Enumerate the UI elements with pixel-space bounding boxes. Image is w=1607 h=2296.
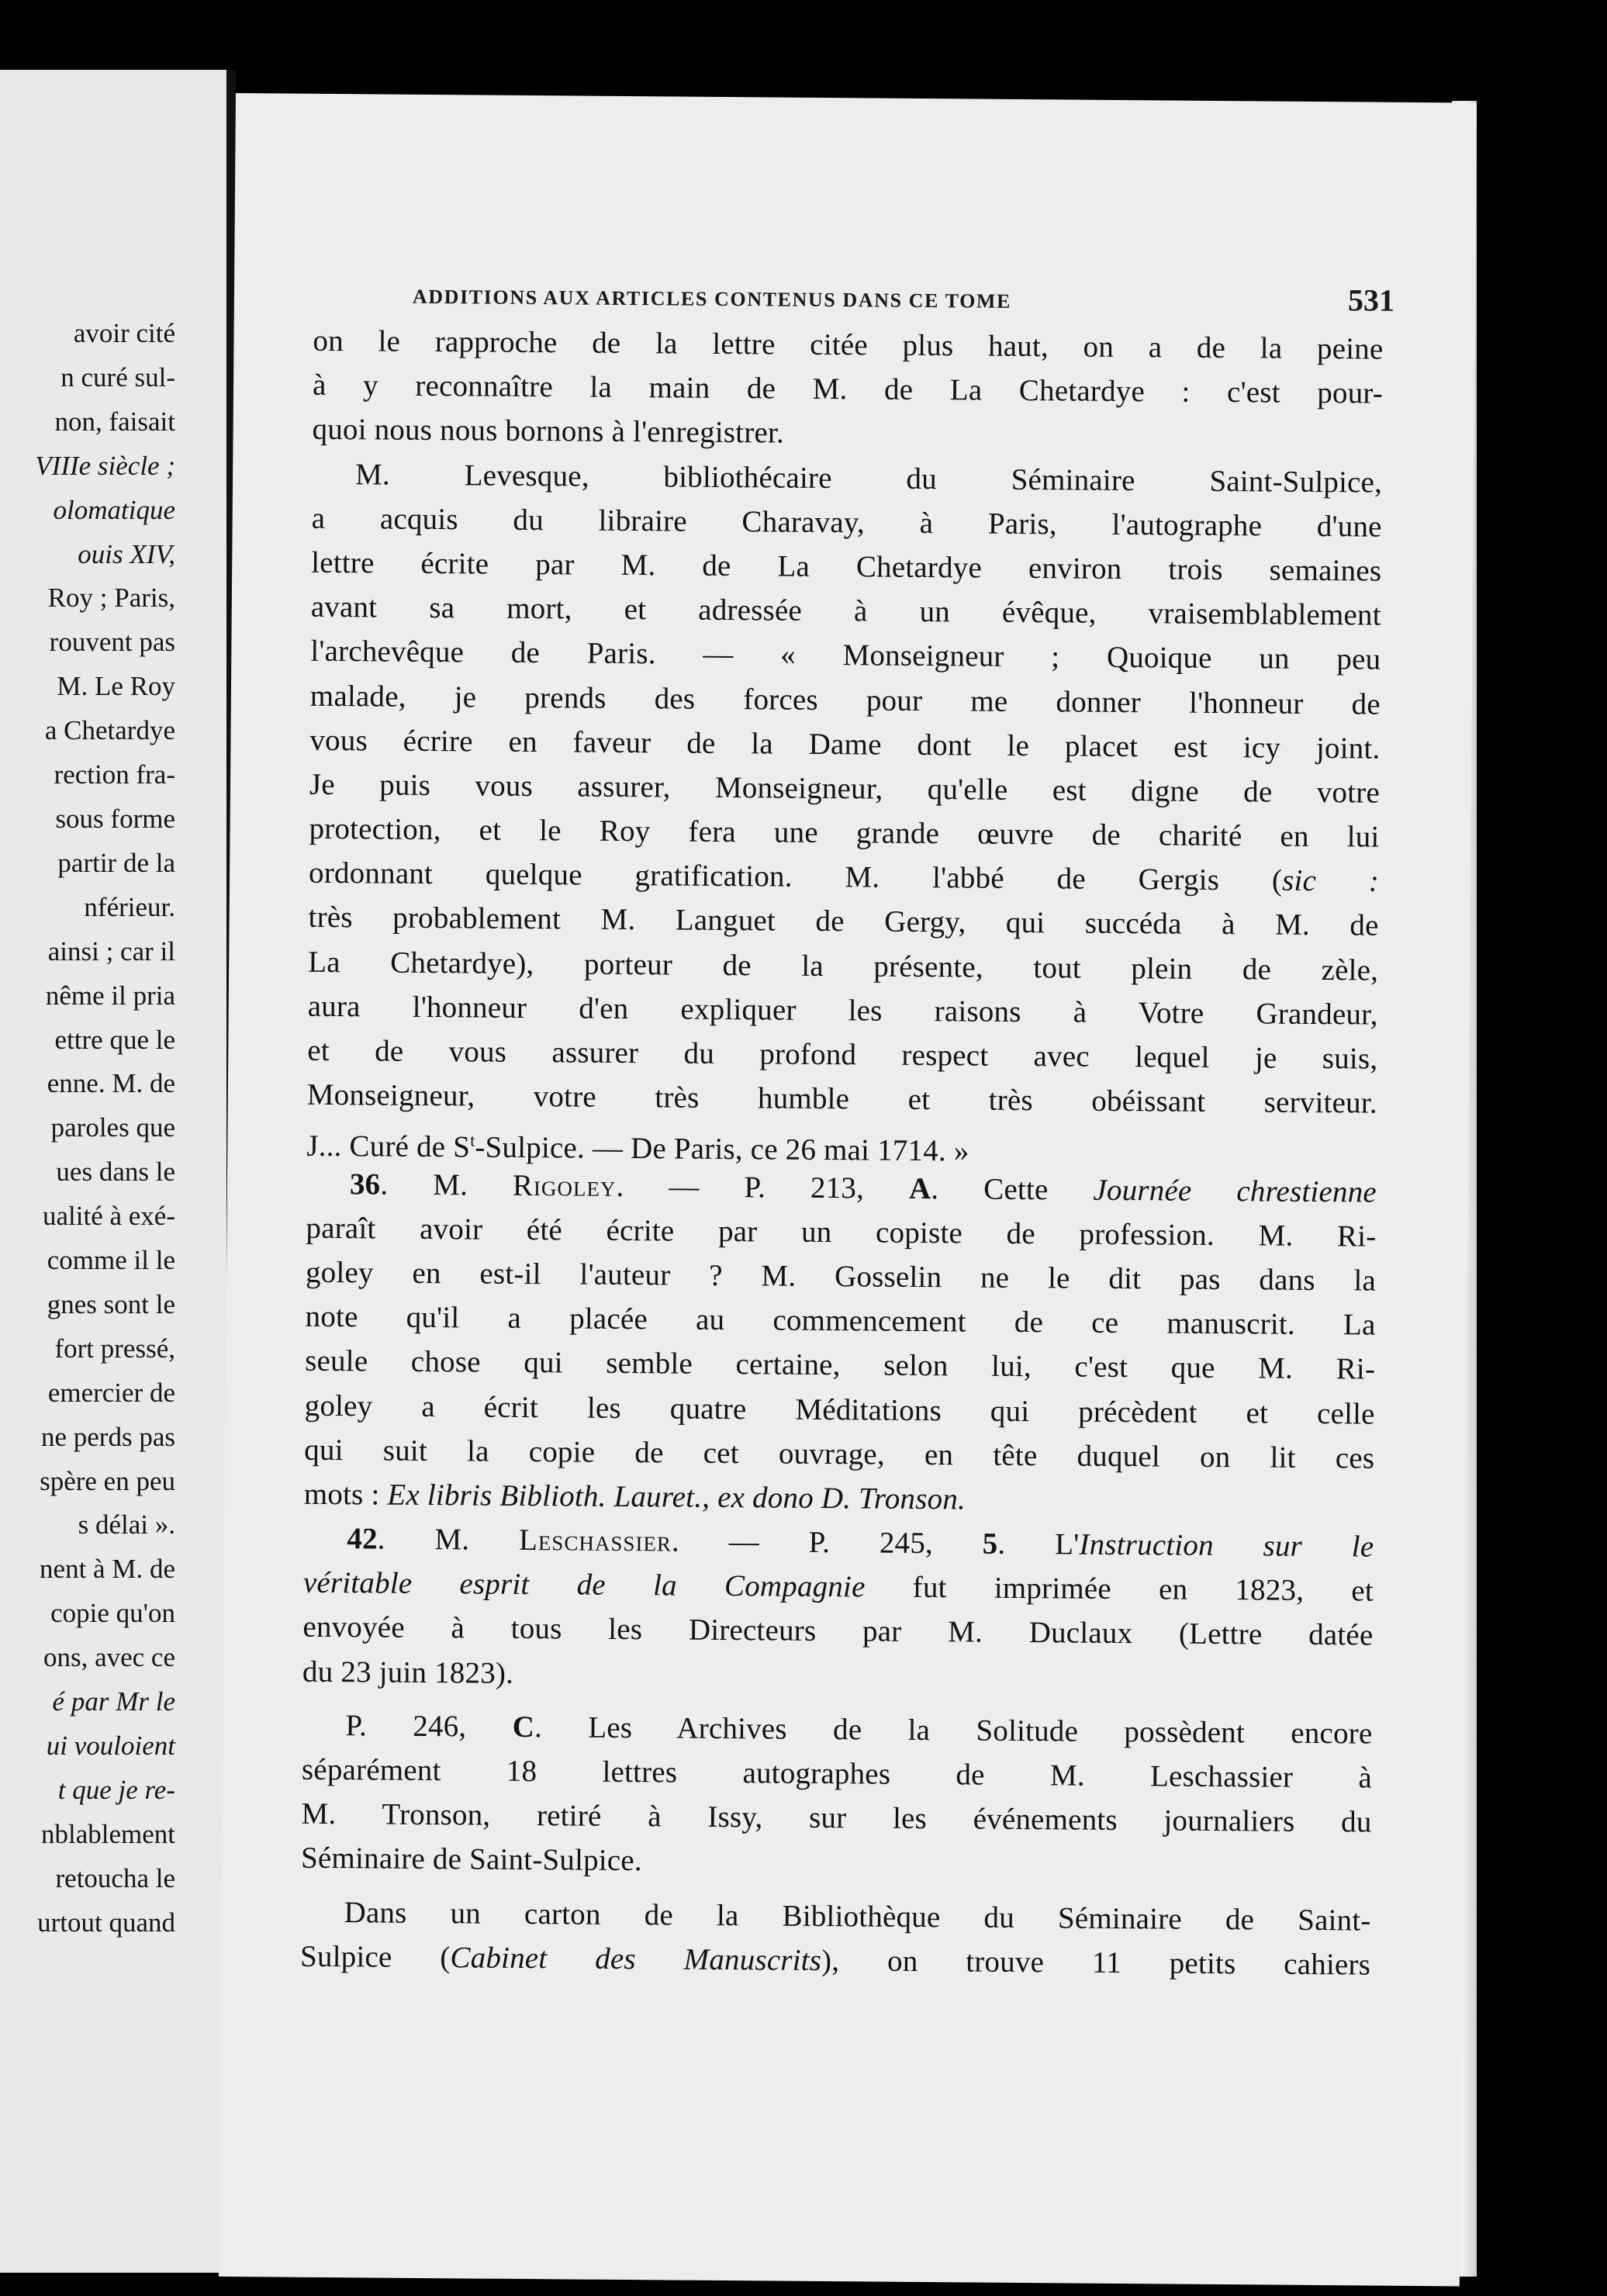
text-line: avant sa mort, et adressée à un évêque, vraisemblablement bbox=[310, 590, 1381, 632]
text-line: très probablement M. Languet de Gergy, qui succéda à M. de bbox=[308, 901, 1379, 943]
left-page-line: partir de la bbox=[57, 847, 175, 878]
text-line: Je puis vous assurer, Monseigneur, qu'elle est digne de votre bbox=[309, 767, 1381, 810]
page-number: 531 bbox=[1347, 282, 1395, 318]
left-page-line: rouvent pas bbox=[49, 627, 175, 658]
text-run: ordonnant quelque gratification. M. l'abbé de Gergis ( bbox=[308, 856, 1283, 897]
right-page bbox=[219, 93, 1477, 2286]
text-line: on le rapproche de la lettre citée plus haut, on a de la peine bbox=[313, 323, 1384, 366]
superscript: t bbox=[470, 1130, 475, 1150]
text-line: a acquis du libraire Charavay, à Paris, l'autographe d'une bbox=[311, 501, 1382, 544]
page-body bbox=[300, 319, 1384, 1987]
left-page-line: olomatique bbox=[53, 494, 175, 525]
text-line: paraît avoir été écrite par un copiste de profession. M. Ri- bbox=[306, 1211, 1377, 1253]
left-page-line: ouis XIV, bbox=[78, 538, 175, 569]
page-header bbox=[413, 275, 1394, 319]
left-page-line: nent à M. de bbox=[40, 1554, 175, 1585]
left-page-line: n curé sul- bbox=[60, 361, 175, 392]
italic-run: véritable esprit de la Compagnie bbox=[302, 1565, 866, 1604]
text-run: . Les Archives de la Solitude possèdent encore bbox=[534, 1710, 1373, 1751]
left-page-line: gnes sont le bbox=[47, 1288, 175, 1319]
text-line: La Chetardye), porteur de la présente, tout plein de zèle, bbox=[308, 945, 1379, 987]
text-run: . — P. 213, bbox=[616, 1169, 910, 1205]
text-line: à y reconnaître la main de M. de La Chetardye : c'est pour- bbox=[312, 368, 1384, 410]
text-line: goley en est-il l'auteur ? M. Gosselin ne le dit pas dans la bbox=[305, 1255, 1377, 1298]
left-page-line: t que je re- bbox=[57, 1774, 175, 1805]
text-line: et de vous assurer du profond respect avec lequel je suis, bbox=[307, 1033, 1378, 1076]
text-line bbox=[300, 1934, 1370, 1987]
text-line: M. Levesque, bibliothécaire du Séminaire Saint-Sulpice, bbox=[354, 457, 1383, 500]
text-run: . M. bbox=[377, 1522, 520, 1557]
text-line: l'archevêque de Paris. — « Monseigneur ; Quoique un peu bbox=[310, 635, 1381, 676]
left-page-line: ualité à exé- bbox=[42, 1201, 175, 1232]
left-page-line: ui vouloient bbox=[46, 1731, 175, 1761]
text-line: vous écrire en faveur de la Dame dont le placet est icy joint. bbox=[309, 723, 1381, 766]
text-run: . M. bbox=[380, 1167, 513, 1202]
running-head: ADDITIONS AUX ARTICLES CONTENUS DANS CE TOME bbox=[412, 285, 1012, 313]
left-page-line: M. Le Roy bbox=[57, 671, 175, 702]
text-run: -Sulpice. — De Paris, ce 26 mai 1714. » bbox=[475, 1130, 969, 1168]
italic-run: Instruction sur le bbox=[1079, 1527, 1374, 1564]
left-page-line: é par Mr le bbox=[52, 1686, 175, 1717]
author-name: Leschassier bbox=[518, 1523, 672, 1558]
left-page-line: comme il le bbox=[47, 1245, 175, 1276]
left-page-line: copie qu'on bbox=[50, 1598, 175, 1629]
text-line: Dans un carton de la Bibliothèque du Séminaire de Saint- bbox=[344, 1895, 1371, 1938]
left-page-line: spère en peu bbox=[40, 1465, 175, 1496]
italic-run: Cabinet des Manuscrits bbox=[450, 1940, 822, 1977]
text-line: lettre écrite par M. de La Chetardye environ trois semaines bbox=[311, 545, 1382, 588]
text-line: aura l'honneur d'en expliquer les raisons à Votre Grandeur, bbox=[307, 989, 1378, 1032]
text-line: seule chose qui semble certaine, selon lui, c'est que M. Ri- bbox=[304, 1344, 1376, 1386]
section-letter: 5 bbox=[982, 1527, 998, 1561]
text-line: M. Tronson, retiré à Issy, sur les événements journaliers du bbox=[301, 1796, 1372, 1839]
text-line bbox=[309, 851, 1379, 904]
left-page-line: ettre que le bbox=[54, 1024, 175, 1055]
text-run: fut imprimée en 1823, et bbox=[865, 1570, 1374, 1608]
text-run: Sulpice ( bbox=[299, 1939, 451, 1974]
text-line: note qu'il a placée au commencement de ce manuscrit. La bbox=[305, 1299, 1376, 1342]
text-line bbox=[302, 1703, 1372, 1756]
left-page bbox=[0, 70, 226, 2273]
left-page-line: fort pressé, bbox=[54, 1333, 175, 1364]
left-page-line: nférieur. bbox=[84, 891, 175, 922]
italic-run: Journée chrestienne bbox=[1093, 1173, 1377, 1209]
text-line: malade, je prends des forces pour me donner l'honneur de bbox=[309, 679, 1381, 721]
left-page-line: non, faisait bbox=[54, 406, 175, 437]
left-page-line: a Chetardye bbox=[44, 715, 175, 746]
text-run: . Cette bbox=[931, 1171, 1094, 1207]
text-line: goley a écrit les quatre Méditations qui précèdent et celle bbox=[304, 1388, 1375, 1431]
left-page-text bbox=[35, 312, 175, 1945]
left-page-line: emercier de bbox=[47, 1377, 175, 1408]
author-name: Rigoley bbox=[512, 1168, 617, 1203]
text-line: quoi nous nous bornons à l'enregistrer. bbox=[312, 413, 785, 450]
text-run: J... Curé de S bbox=[306, 1129, 471, 1164]
text-run: P. 246, bbox=[345, 1708, 513, 1744]
text-line: Monseigneur, votre très humble et très obéissant serviteur. bbox=[306, 1077, 1377, 1120]
left-page-line: nblablement bbox=[40, 1818, 175, 1849]
text-line: qui suit la copie de cet ouvrage, en tête duquel on lit ces bbox=[304, 1433, 1375, 1475]
text-line: Séminaire de Saint-Sulpice. bbox=[300, 1841, 643, 1878]
left-page-line: sous forme bbox=[55, 803, 175, 834]
section-number: 36 bbox=[349, 1167, 381, 1202]
section-36-heading bbox=[306, 1161, 1377, 1214]
left-page-line: ues dans le bbox=[56, 1157, 175, 1188]
left-page-line: urtout quand bbox=[37, 1907, 175, 1938]
left-page-line: ne perds pas bbox=[40, 1421, 175, 1452]
left-page-line: ainsi ; car il bbox=[47, 935, 175, 966]
italic-run: sic : bbox=[1281, 863, 1380, 898]
text-run: . L' bbox=[997, 1527, 1080, 1561]
text-line: séparément 18 lettres autographes de M. Leschassier à bbox=[301, 1752, 1373, 1795]
left-page-line: avoir cité bbox=[73, 318, 175, 348]
left-page-line: paroles que bbox=[50, 1112, 175, 1143]
left-page-line: enne. M. de bbox=[47, 1068, 175, 1099]
italic-run: Ex libris Biblioth. Lauret., ex dono D. Tronson. bbox=[387, 1478, 966, 1516]
section-letter: A bbox=[908, 1171, 931, 1205]
left-page-line: VIIIe siècle ; bbox=[35, 450, 175, 481]
left-page-line: retoucha le bbox=[55, 1862, 175, 1893]
left-page-line: rection fra- bbox=[54, 759, 175, 790]
text-line: protection, et le Roy fera une grande œuvre de charité en lui bbox=[309, 811, 1380, 854]
section-letter: C bbox=[512, 1710, 535, 1744]
text-run: ), on trouve 11 petits cahiers bbox=[821, 1943, 1371, 1982]
text-line bbox=[306, 1117, 1377, 1170]
left-page-line: s délai ». bbox=[78, 1509, 175, 1540]
text-line: du 23 juin 1823). bbox=[302, 1655, 514, 1690]
text-run: mots : bbox=[303, 1477, 388, 1512]
text-run: . — P. 245, bbox=[671, 1524, 983, 1561]
left-page-line: Roy ; Paris, bbox=[47, 583, 175, 614]
left-page-line: nême il pria bbox=[45, 980, 175, 1011]
left-page-line: ons, avec ce bbox=[43, 1642, 175, 1673]
section-number: 42 bbox=[347, 1522, 378, 1556]
text-line: envoyée à tous les Directeurs par M. Duclaux (Lettre datée bbox=[302, 1610, 1374, 1653]
